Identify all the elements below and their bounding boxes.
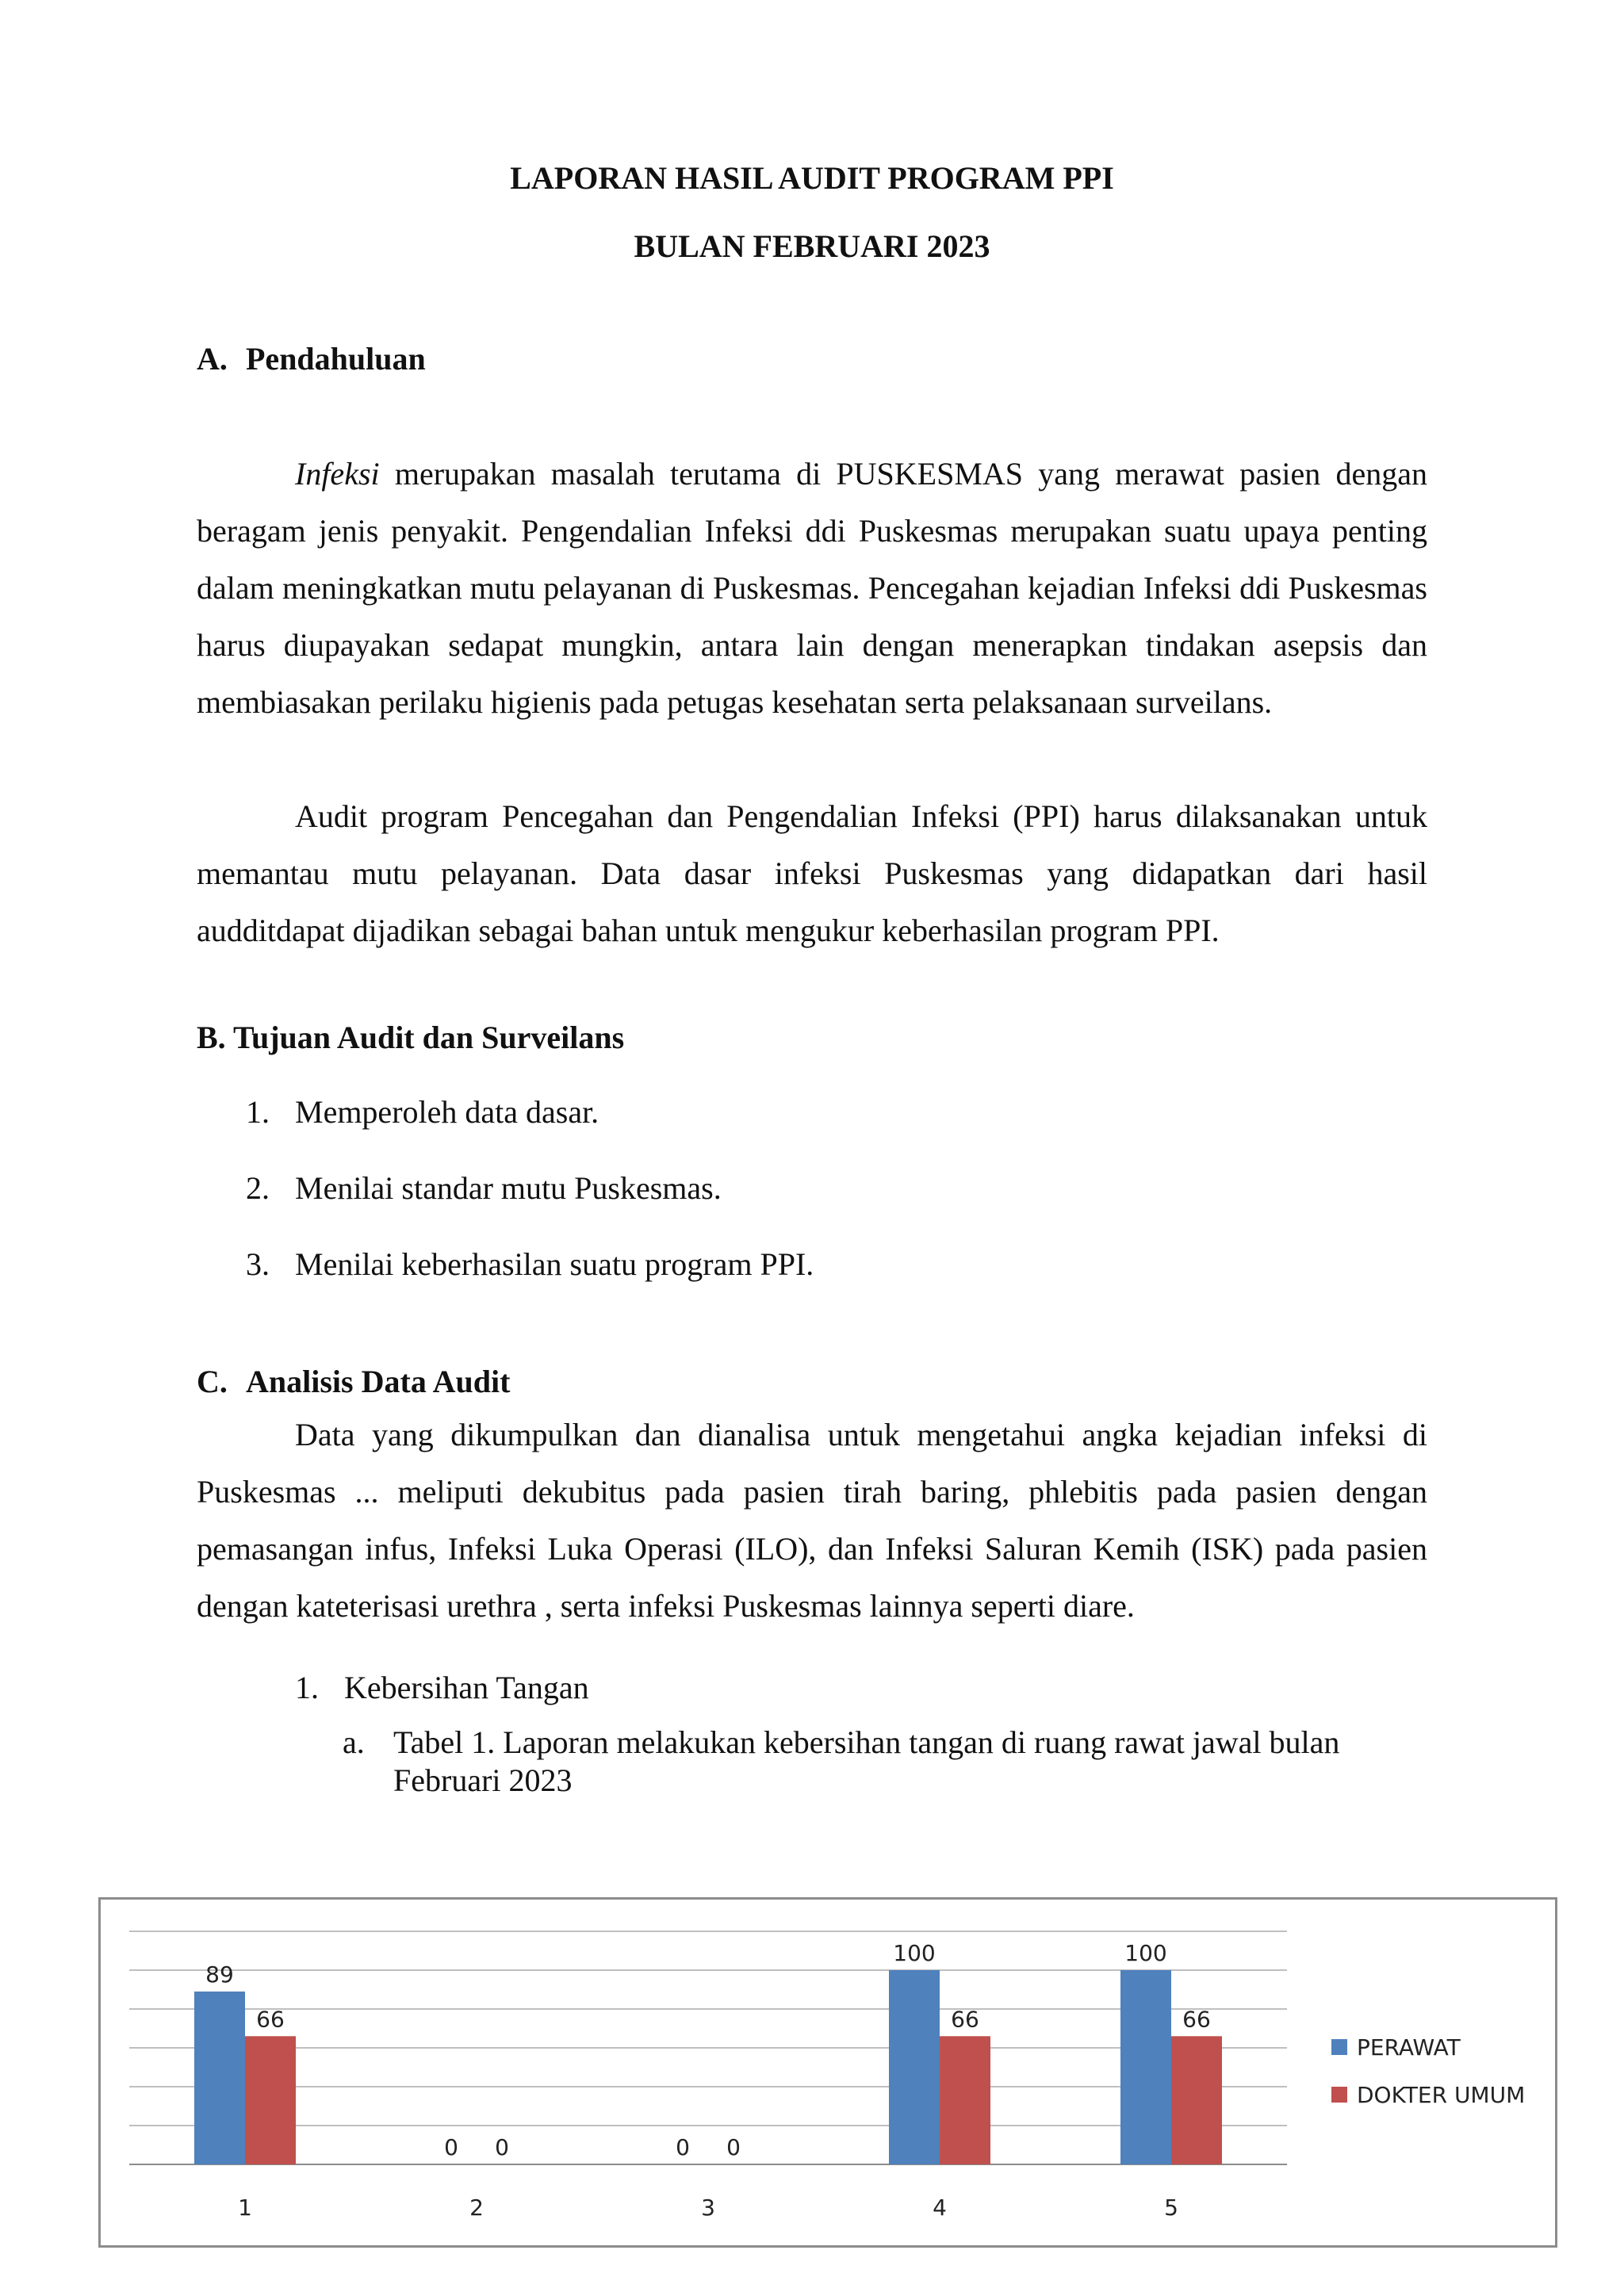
data-label: 0 [444,2134,458,2160]
data-label: 0 [726,2134,741,2160]
section-a-label: A. [197,341,228,377]
bar-perawat [194,1992,245,2164]
data-label: 66 [1182,2006,1211,2033]
bar-dokter-umum [1171,2036,1222,2164]
audit-text: Audit program Pencegahan dan Pengendalian Infeksi (PPI) harus dilaksanakan untuk memantau mutu pelayanan. Data dasar infeksi Puskesmas yang didapatkan dari hasil audditdapat dijadikan sebagai bahan untuk mengukur keberhasilan program PPI. [197,798,1427,948]
intro-paragraph [197,446,1427,731]
bar-perawat [1120,1970,1171,2164]
section-c-heading [197,1362,510,1402]
data-label: 0 [676,2134,690,2160]
report-subtitle: BULAN FEBRUARI 2023 [634,228,990,264]
chart-canvas [101,1900,1555,2245]
x-tick-label: 5 [1164,2195,1178,2221]
audit-paragraph [197,788,1427,959]
section-a-heading [197,339,426,379]
data-label: 0 [495,2134,509,2160]
hand-hygiene-chart [98,1897,1557,2248]
intro-italic-word: Infeksi [295,456,380,492]
section-c-title: Analisis Data Audit [246,1364,511,1399]
x-tick-label: 2 [469,2195,484,2221]
bar-dokter-umum [245,2036,296,2164]
objective-item: 1. Memperoleh data dasar. [246,1094,599,1130]
data-label: 100 [1124,1940,1167,1966]
data-label: 66 [256,2006,285,2033]
objective-item: 2. Menilai standar mutu Puskesmas. [246,1170,722,1206]
legend-swatch [1331,2039,1347,2055]
analysis-text: Data yang dikumpulkan dan dianalisa untuk mengetahui angka kejadian infeksi di Puskesmas ... meliputi dekubitus pada pasien tirah baring, phlebitis pada pasien dengan pemasangan infus, Infeksi Luka Operasi (ILO), dan Infeksi Saluran Kemih (ISK) pada pasien dengan kateterisasi urethra , serta infeksi Puskesmas lainnya seperti diare. [197,1417,1427,1624]
section-c-label: C. [197,1364,228,1399]
analysis-item: 1. Kebersihan Tangan [295,1670,589,1705]
x-tick-label: 1 [238,2195,252,2221]
x-tick-label: 3 [701,2195,715,2221]
objective-item: 3. Menilai keberhasilan suatu program PPI. [246,1246,814,1282]
intro-text: merupakan masalah terutama di PUSKESMAS yang merawat pasien dengan beragam jenis penyakit. Pengendalian Infeksi ddi Puskesmas merupakan suatu upaya penting dalam meningkatkan mutu pelayanan di Puskesmas. Pencegahan kejadian Infeksi ddi Puskesmas harus diupayakan sedapat mungkin, antara lain dengan menerapkan tindakan asepsis dan membiasakan perilaku higienis pada petugas kesehatan serta pelaksanaan surveilans. [197,456,1427,720]
bar-perawat [889,1970,940,2164]
section-b-heading: B. Tujuan Audit dan Surveilans [197,1020,625,1055]
section-a-title: Pendahuluan [246,341,426,377]
data-label: 100 [893,1940,936,1966]
table-caption: a. Tabel 1. Laporan melakukan kebersihan tangan di ruang rawat jawal bulan Februari 2023 [343,1724,1340,1798]
data-label: 66 [951,2006,979,2033]
legend-label: PERAWAT [1357,2034,1461,2061]
report-title: LAPORAN HASIL AUDIT PROGRAM PPI [510,160,1114,196]
data-label: 89 [205,1961,234,1988]
legend-label: DOKTER UMUM [1357,2082,1526,2108]
bar-dokter-umum [940,2036,990,2164]
x-tick-label: 4 [933,2195,947,2221]
analysis-paragraph [197,1406,1427,1635]
legend-swatch [1331,2087,1347,2103]
